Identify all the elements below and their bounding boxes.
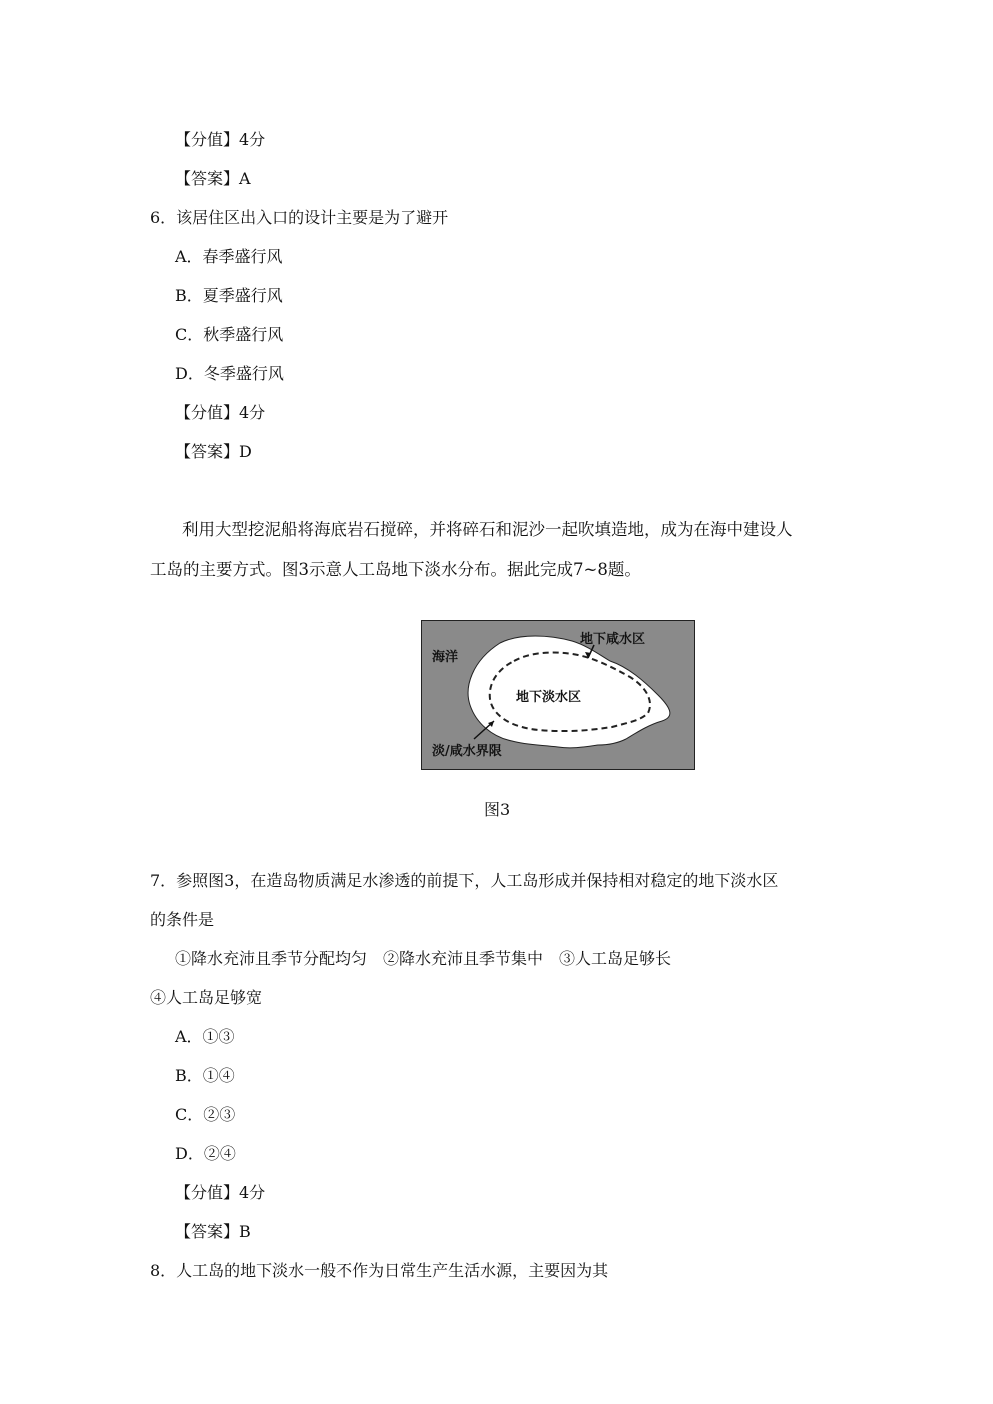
q7-option-c: C．②③ bbox=[175, 1105, 236, 1124]
label-freshwater-zone: 地下淡水区 bbox=[516, 690, 582, 705]
q6-answer: 【答案】D bbox=[175, 442, 252, 461]
q5-score: 【分值】4分 bbox=[175, 130, 266, 149]
q8-stem: 8．人工岛的地下淡水一般不作为日常生产生活水源，主要因为其 bbox=[150, 1261, 609, 1280]
figure-caption: 图3 bbox=[484, 800, 511, 819]
q7-conditions-line-1: ①降水充沛且季节分配均匀 ②降水充沛且季节集中 ③人工岛足够长 bbox=[175, 949, 672, 968]
q7-answer: 【答案】B bbox=[175, 1222, 251, 1241]
q6-option-b: B．夏季盛行风 bbox=[175, 286, 283, 305]
q7-option-a: A．①③ bbox=[175, 1027, 235, 1046]
q6-option-c: C．秋季盛行风 bbox=[175, 325, 284, 344]
q6-score: 【分值】4分 bbox=[175, 403, 266, 422]
q5-answer: 【答案】A bbox=[175, 169, 251, 188]
intro-line-1: 利用大型挖泥船将海底岩石搅碎，并将碎石和泥沙一起吹填造地，成为在海中建设人 bbox=[182, 520, 793, 539]
q7-stem-line-1: 7．参照图3，在造岛物质满足水渗透的前提下，人工岛形成并保持相对稳定的地下淡水区 bbox=[150, 871, 779, 890]
intro-line-2: 工岛的主要方式。图3示意人工岛地下淡水分布。据此完成7~8题。 bbox=[150, 560, 641, 579]
island-diagram bbox=[422, 621, 693, 768]
label-ocean: 海洋 bbox=[432, 650, 459, 665]
q6-option-d: D．冬季盛行风 bbox=[175, 364, 284, 383]
label-saltwater-zone: 地下咸水区 bbox=[580, 632, 646, 647]
q6-stem: 6．该居住区出入口的设计主要是为了避开 bbox=[150, 208, 449, 227]
q7-score: 【分值】4分 bbox=[175, 1183, 266, 1202]
q7-option-b: B．①④ bbox=[175, 1066, 235, 1085]
q7-conditions-line-2: ④人工岛足够宽 bbox=[150, 988, 263, 1007]
q7-option-d: D．②④ bbox=[175, 1144, 236, 1163]
q7-stem-line-2: 的条件是 bbox=[150, 910, 215, 929]
label-boundary: 淡/咸水界限 bbox=[432, 744, 502, 759]
island-groundwater-figure bbox=[421, 620, 695, 770]
q6-option-a: A．春季盛行风 bbox=[175, 247, 283, 266]
